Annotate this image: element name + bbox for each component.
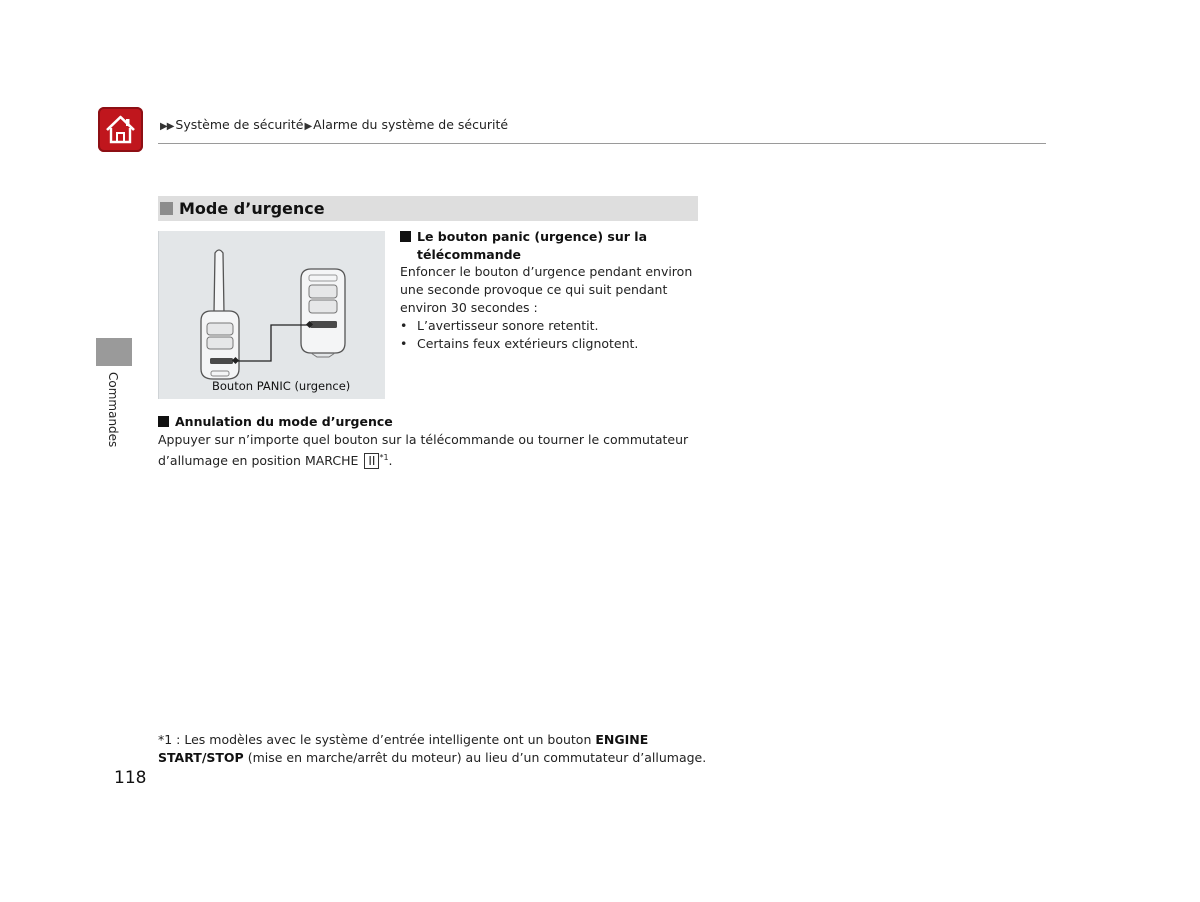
bullet-text: Certains feux extérieurs clignotent.	[417, 336, 639, 351]
panic-button-heading	[400, 228, 700, 264]
section-title: Mode d’urgence	[179, 199, 325, 218]
panic-heading-line2: télécommande	[417, 247, 522, 262]
heading-square-icon	[400, 231, 411, 242]
footnote-suffix: (mise en marche/arrêt du moteur) au lieu d’un commutateur d’allumage.	[243, 750, 707, 765]
bullet-icon: •	[400, 318, 408, 333]
figure-caption: Bouton PANIC (urgence)	[212, 379, 351, 393]
panic-heading-line1: Le bouton panic (urgence) sur la	[417, 229, 647, 244]
footnote	[158, 731, 718, 767]
breadcrumb-arrow-icon: ▶▶	[160, 121, 174, 132]
breadcrumb-arrow-icon: ▶	[304, 121, 312, 132]
cancel-body-end: .	[388, 453, 393, 468]
cancel-heading	[158, 414, 393, 429]
breadcrumb-link-alarm[interactable]: Alarme du système de sécurité	[313, 117, 509, 132]
side-tab-label: Commandes	[106, 372, 120, 448]
ignition-position-key: II	[364, 453, 379, 469]
panic-button-body	[400, 263, 700, 353]
cancel-body-text: Appuyer sur n’importe quel bouton sur la télécommande ou tourner le commutateur d’allumage en position MARCHE	[158, 432, 689, 468]
cancel-body	[158, 431, 718, 470]
remote-key-illustration	[159, 231, 385, 399]
bullet-text: L’avertisseur sonore retentit.	[417, 318, 599, 333]
breadcrumb-link-security-system[interactable]: Système de sécurité	[175, 117, 304, 132]
heading-square-icon	[158, 416, 169, 427]
page-number: 118	[114, 768, 147, 788]
section-square-icon	[160, 202, 173, 215]
home-icon[interactable]	[98, 107, 143, 152]
footnote-bold: ENGINE START/STOP	[158, 732, 649, 765]
side-tab-marker[interactable]	[96, 338, 132, 366]
list-item	[400, 335, 700, 353]
cancel-heading-text: Annulation du mode d’urgence	[175, 414, 393, 429]
remote-key-figure	[158, 231, 385, 399]
footnote-prefix: *1 : Les modèles avec le système d’entrée intelligente ont un bouton	[158, 732, 596, 747]
section-header	[158, 196, 698, 221]
list-item	[400, 317, 700, 335]
header-divider	[158, 143, 1046, 144]
breadcrumb	[160, 117, 508, 132]
panic-description: Enfoncer le bouton d’urgence pendant environ une seconde provoque ce qui suit pendant environ 30 secondes :	[400, 264, 693, 315]
bullet-icon: •	[400, 336, 408, 351]
footnote-ref[interactable]: *1	[379, 453, 389, 462]
